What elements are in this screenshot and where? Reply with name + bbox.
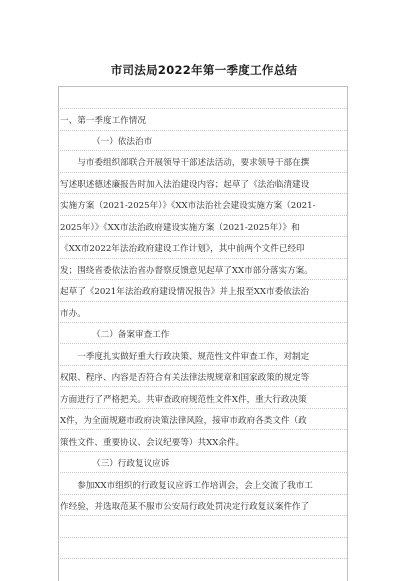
rule-line xyxy=(58,558,347,559)
paragraph-line: 《XX市2022年法治政府建设工作计划》，其中前两个文件已经印 xyxy=(60,244,305,254)
paragraph-line: 作经验，并选取范某不服市公安局行政处罚决定行政复议案件作了 xyxy=(60,502,310,512)
rule-line xyxy=(58,343,347,344)
paragraph-line: 一季度扎实做好重大行政决策、规范性文件审查工作，对制定 xyxy=(60,352,310,362)
paragraph-line: 市办。 xyxy=(60,309,86,319)
rule-line xyxy=(58,408,347,409)
paragraph-line: 方面进行了严格把关。共审查政府规范性文件X件，重大行政决策 xyxy=(60,395,307,405)
paragraph-line: 2025年）》《XX市法治政府建设实施方案（2021-2025年）》和 xyxy=(60,223,300,233)
paragraph-line: 与市委组织部联合开展领导干部述法活动，要求领导干部在撰 xyxy=(60,158,310,168)
paragraph-line: 写述职述德述廉报告时加入法治建设内容；起草了《法治临清建设 xyxy=(60,180,310,190)
paragraph-line: 实施方案（2021-2025年）》《XX市法治社会建设实施方案（2021- xyxy=(60,201,316,211)
paragraph-line: X件，为全面规避市政府决策法律风险，接审市政府各类文件（政 xyxy=(60,416,307,426)
rule-line xyxy=(58,279,347,280)
paragraph-line: 起草了《2021年法治政府建设情况报告》并上报至XX市委依法治 xyxy=(60,287,309,297)
rule-line xyxy=(58,537,347,538)
rule-line xyxy=(58,494,347,495)
rule-line xyxy=(58,451,347,452)
rule-line xyxy=(58,108,347,109)
rule-line xyxy=(58,472,347,473)
rule-line xyxy=(58,386,347,387)
subsection-heading: （三）行政复议应诉 xyxy=(92,459,170,469)
page-title: 市司法局2022年第一季度工作总结 xyxy=(110,63,298,77)
paragraph-line: 策性文件、重要协议、会议纪要等）共XX余件。 xyxy=(60,438,245,448)
rule-line xyxy=(58,236,347,237)
paragraph-line: 参加XX市组织的行政复议应诉工作培训会，会上交流了我市工 xyxy=(60,481,313,491)
rule-line xyxy=(58,365,347,366)
subsection-heading: （一）依法治市 xyxy=(92,137,153,147)
rule-line xyxy=(58,322,347,323)
subsection-heading: （二）备案审查工作 xyxy=(92,330,170,340)
rule-line xyxy=(58,193,347,194)
paragraph-line: 发；围绕省委依法治省办督察反馈意见起草了XX市部分落实方案。 xyxy=(60,266,313,276)
rule-line xyxy=(58,150,347,151)
rule-line xyxy=(58,215,347,216)
rule-line xyxy=(58,429,347,430)
rule-line xyxy=(58,258,347,259)
rule-line xyxy=(58,515,347,516)
rule-line xyxy=(58,172,347,173)
rule-line xyxy=(58,301,347,302)
section-heading: 一、第一季度工作情况 xyxy=(60,116,146,126)
rule-line xyxy=(58,130,347,131)
paragraph-line: 权限、程序、内容是否符合有关法律法规规章和国家政策的规定等 xyxy=(60,373,310,383)
